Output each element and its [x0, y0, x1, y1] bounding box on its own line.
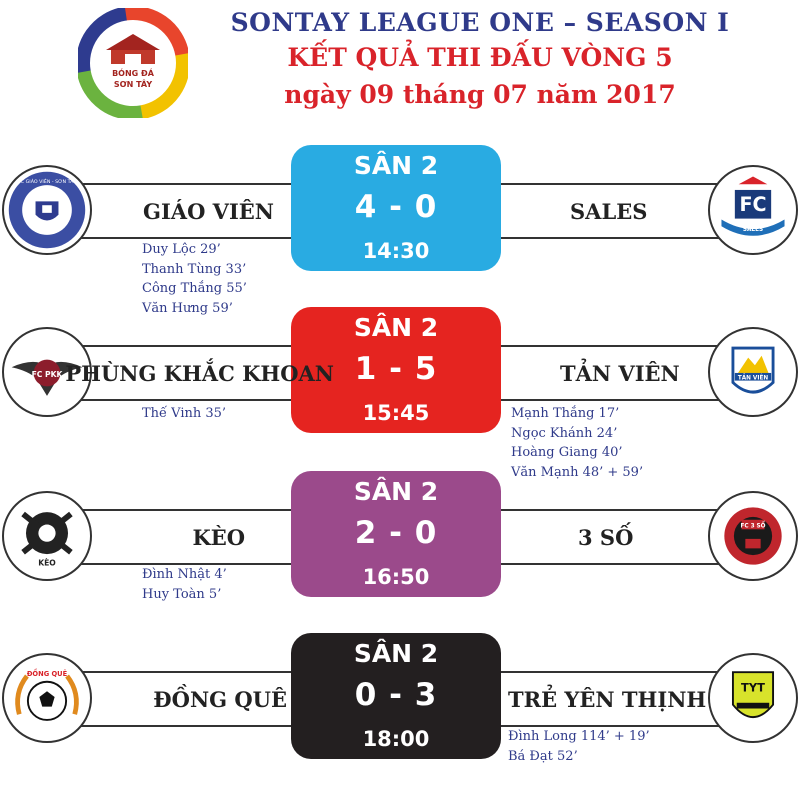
score: 2 - 0: [354, 515, 438, 551]
league-title: SONTAY LEAGUE ONE – SEASON I: [230, 8, 730, 37]
svg-text:FC GIÁO VIÊN - SƠN TÂY: FC GIÁO VIÊN - SƠN TÂY: [18, 180, 76, 186]
kickoff-time: 15:45: [362, 401, 430, 425]
scorer: Hoàng Giang 40’: [511, 445, 623, 460]
venue-label: SÂN 2: [353, 151, 439, 180]
home-scorers: [142, 404, 226, 424]
svg-text:BÓNG ĐÁ: BÓNG ĐÁ: [112, 69, 154, 78]
svg-text:ĐỒNG QUÊ: ĐỒNG QUÊ: [26, 670, 68, 679]
away-team-name: SALES: [570, 199, 648, 224]
scorer: Văn Mạnh 48’ + 59’: [511, 464, 644, 480]
svg-text:TYT: TYT: [741, 680, 765, 695]
scorer: Huy Toàn 5’: [142, 586, 222, 602]
match-date: ngày 09 tháng 07 năm 2017: [284, 80, 676, 109]
score: 4 - 0: [354, 189, 438, 225]
match-panel: [291, 471, 501, 597]
score: 1 - 5: [354, 351, 438, 387]
fc-sales-logo: [708, 165, 798, 255]
scorer: Đình Nhật 4’: [142, 567, 227, 582]
keo-logo: [2, 491, 92, 581]
match-panel: [291, 145, 501, 271]
svg-text:KÈO: KÈO: [38, 558, 56, 568]
svg-text:SALES: SALES: [742, 227, 764, 234]
dong-que-logo: [2, 653, 92, 743]
match-card-3: [0, 471, 800, 631]
venue-label: SÂN 2: [353, 313, 439, 342]
fc-3-so-logo: [708, 491, 798, 581]
scorer: Duy Lộc 29’: [142, 242, 221, 257]
scorer: Công Thắng 55’: [142, 281, 247, 296]
svg-text:FC 3 SỐ: FC 3 SỐ: [740, 523, 766, 530]
kickoff-time: 16:50: [362, 565, 430, 589]
scorer: Đình Long 114’ + 19’: [508, 729, 650, 744]
round-title: KẾT QUẢ THI ĐẤU VÒNG 5: [287, 43, 673, 72]
svg-text:SƠN TÂY: SƠN TÂY: [113, 80, 153, 89]
kickoff-time: 18:00: [362, 727, 430, 751]
home-team-name: KÈO: [192, 525, 245, 550]
league-logo: [78, 8, 188, 118]
venue-label: SÂN 2: [353, 477, 439, 506]
kickoff-time: 14:30: [362, 239, 430, 263]
home-scorers: [142, 565, 227, 604]
svg-text:TẢN VIÊN: TẢN VIÊN: [737, 375, 769, 382]
scorer: Thanh Tùng 33’: [142, 261, 247, 277]
tan-vien-logo: [708, 327, 798, 417]
scorer: Thế Vinh 35’: [142, 406, 227, 421]
venue-label: SÂN 2: [353, 639, 439, 668]
scorer: Bá Đạt 52’: [508, 748, 578, 764]
home-team-name: ĐỒNG QUÊ: [153, 687, 287, 712]
away-team-name: 3 SỐ: [578, 525, 634, 550]
away-team-name: TRẺ YÊN THỊNH: [508, 687, 707, 712]
match-card-2: [0, 307, 800, 480]
fc-giao-vien-son-tay-logo: [2, 165, 92, 255]
match-panel: [291, 633, 501, 759]
home-team-name: GIÁO VIÊN: [143, 199, 274, 224]
away-scorers: [508, 727, 650, 766]
match-card-1: [0, 145, 800, 316]
scorer: Mạnh Thắng 17’: [511, 406, 620, 421]
scorer: Ngọc Khánh 24’: [511, 425, 618, 441]
tyt-logo: [708, 653, 798, 743]
score: 0 - 3: [354, 677, 438, 713]
match-card-4: [0, 633, 800, 793]
svg-text:FC PKK: FC PKK: [31, 369, 63, 379]
svg-text:FC: FC: [739, 192, 767, 216]
home-team-name: PHÙNG KHẮC KHOAN: [65, 361, 334, 386]
scorer: Văn Hưng 59’: [142, 300, 233, 316]
away-team-name: TẢN VIÊN: [560, 361, 680, 386]
